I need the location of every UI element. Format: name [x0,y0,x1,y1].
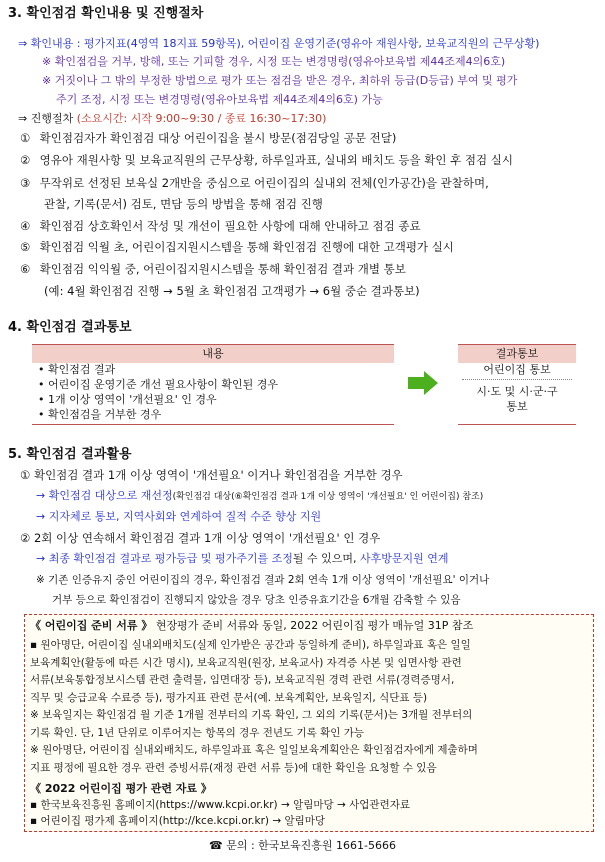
procedure-line [18,111,326,127]
step-text: 확인점검자가 확인점검 대상 어린이집을 불시 방문(점검당일 공문 전달) [39,131,397,145]
documents-line: ▪ 원아명단, 어린이집 실내외배치도(실제 인가받은 공간과 동일하게 준비), 하루일과표 혹은 일일 [30,639,471,651]
case-1-action-b: → 지자체로 통보, 지역사회와 연계하여 질적 수준 향상 지원 [36,510,322,523]
procedure-step [20,239,454,255]
documents-line: ※ 보육일지는 확인점검 월 기준 1개월 전부터의 기록 확인, 그 외의 기록(문서)는 3개월 전부터의 [30,709,473,721]
documents-title: 《 어린이집 준비 서류 》 [30,619,153,632]
step-text: 영유아 재원사항 및 보육교직원의 근무상황, 하루일과표, 실내외 배치도 등을 확인 후 점검 실시 [39,153,513,167]
case-1: ① 확인점검 결과 1개 이상 영역이 '개선필요' 이거나 확인점검을 거부한 경우 [20,468,403,482]
procedure-time: (소요시간: 시작 9:00~9:30 / 종료 16:30~17:30) [76,112,327,125]
procedure-step [20,218,421,234]
case-2-mid: 될 수 있으며, [292,552,360,565]
documents-desc: 현장평가 준비 서류와 동일, 2022 어린이집 평가 매뉴얼 31P 참조 [155,619,474,632]
step-number: ③ [20,176,31,190]
procedure-step [44,196,323,212]
notice-divider [462,379,572,380]
result-item: • 확인점검을 거부한 경우 [38,408,162,421]
result-item: • 확인점검 결과 [38,363,116,376]
step-number: ② [20,153,31,167]
content-column-header: 내용 [32,344,394,363]
step-number: ⑥ [20,262,31,276]
step-text: 확인점검 익월 초, 어린이집지원시스템을 통해 확인점검 진행에 대한 고객평가 실시 [39,240,454,254]
notice-local-gov-a: 시·도 및 시·군·구 [476,385,558,398]
right-arrow-icon [408,371,438,395]
documents-line: 지표 평정에 필요한 경우 관련 증빙서류(재정 관련 서류 등)에 대한 확인을 요청할 수 있음 [30,761,437,774]
case-2: ② 2회 이상 연속해서 확인점검 결과 1개 이상 영역이 '개선필요' 인 경우 [20,531,381,545]
case-2-note-a: ※ 기존 인증유지 중인 어린이집의 경우, 확인점검 결과 2회 연속 1개 이상 영역이 '개선필요' 이거나 [36,574,490,586]
step-text: 확인점검 상호확인서 작성 및 개선이 필요한 사항에 대해 안내하고 점검 종료 [39,219,421,233]
section-4-title: 4. 확인점검 결과통보 [8,320,132,335]
reselect-label: → 확인점검 대상으로 재선정 [36,489,173,502]
step-text: 관찰, 기록(문서) 검토, 면담 등의 방법을 통해 점검 진행 [44,197,323,211]
grade-adjust-label: → 최종 확인점검 결과로 평가등급 및 평가주기를 조정 [36,552,293,565]
section-3-title: 3. 확인점검 확인내용 및 진행절차 [8,6,204,21]
procedure-label: ⇒ 진행절차 [18,112,74,125]
documents-line: 기록 확인. 단, 1년 단위로 이루어지는 항목의 경우 전년도 기록 확인 가능 [30,726,365,739]
references-title: 《 2022 어린이집 평가 관련 자료 》 [30,782,212,795]
case-1-action-a [36,488,483,505]
step-text: (예: 4월 확인점검 진행 → 5월 초 확인점검 고객평가 → 6월 중순 결과통보) [44,284,420,298]
result-item: • 1개 이상 영역이 '개선필요' 인 경우 [38,393,217,406]
case-2-note-b: 거부 등으로 확인점검이 진행되지 않았을 경우 당초 인증유효기간을 6개월 감축할 수 있음 [52,594,461,606]
result-item: • 어린이집 운영기준 개선 필요사항이 확인된 경우 [38,378,278,391]
procedure-step [44,283,420,299]
step-number: ① [20,131,31,145]
check-content: ⇒ 확인내용 : 평가지표(4영역 18지표 59항목), 어린이집 운영기준(영유아 재원사항, 보육교직원의 근무상황) [18,37,540,50]
section-5-title: 5. 확인점검 결과활용 [8,447,132,462]
case-2-action [36,551,448,567]
documents-line: 서류(보육통합정보시스템 관련 출력물, 임면대장 등), 보육교직원 경력 관련 서류(경력증명서, [30,674,455,686]
procedure-step [20,152,513,168]
reference-line: ▪ 어린이집 평가제 홈페이지(http://kce.kcpi.or.kr) → 알림마당 [30,815,326,827]
notice-column-header: 결과통보 [458,344,576,363]
note-refusal: ※ 확인점검을 거부, 방해, 또는 기피할 경우, 시정 또는 변경명령(영유아보육법 제44조제4의6호) [42,55,506,68]
step-number: ⑤ [20,240,31,254]
step-text: 무작위로 선정된 보육실 2개반을 중심으로 어린이집의 실내외 전체(인가공간)을 관찰하며, [39,176,489,190]
documents-line: ※ 원아명단, 어린이집 실내외배치도, 하루일과표 혹은 일일보육계획안은 확인점검자에게 제출하며 [30,744,478,756]
note-fraud-a: ※ 거짓이나 그 밖의 부정한 방법으로 평가 또는 점검을 받은 경우, 최하위 등급(D등급) 부여 및 평가 [42,74,518,87]
followup-label: 사후방문지원 연계 [359,552,449,565]
step-text: 확인점검 익익월 중, 어린이집지원시스템을 통해 확인점검 결과 개별 통보 [39,262,406,276]
reselect-note: (확인점검 대상(⑥확인점검 결과 1개 이상 영역이 '개선필요' 인 어린이집) 참조) [172,492,484,502]
procedure-step [20,130,396,146]
contact-line: ☎ 문의 : 한국보육진흥원 1661-5666 [209,839,396,852]
procedure-step [20,261,406,277]
procedure-step [20,175,489,191]
note-fraud-b: 주기 조정, 시정 또는 변경명령(영유아보육법 제44조제4의6호) 가능 [56,93,383,106]
documents-header [30,618,473,633]
notice-local-gov-b: 통보 [506,400,528,413]
documents-line: 보육계획안(활동에 따른 시간 명시), 보육교직원(원장, 보육교사) 자격증 사본 및 임면사항 관련 [30,656,462,669]
notice-daycare: 어린이집 통보 [483,363,551,376]
reference-line: ▪ 한국보육진흥원 홈페이지(https://www.kcpi.or.kr) → 알림마당 → 사업관련자료 [30,799,410,811]
step-number: ④ [20,219,31,233]
documents-line: 직무 및 승급교육 수료증 등), 평가지표 관련 문서(예. 보육계획안, 보육일지, 식단표 등) [30,691,428,704]
